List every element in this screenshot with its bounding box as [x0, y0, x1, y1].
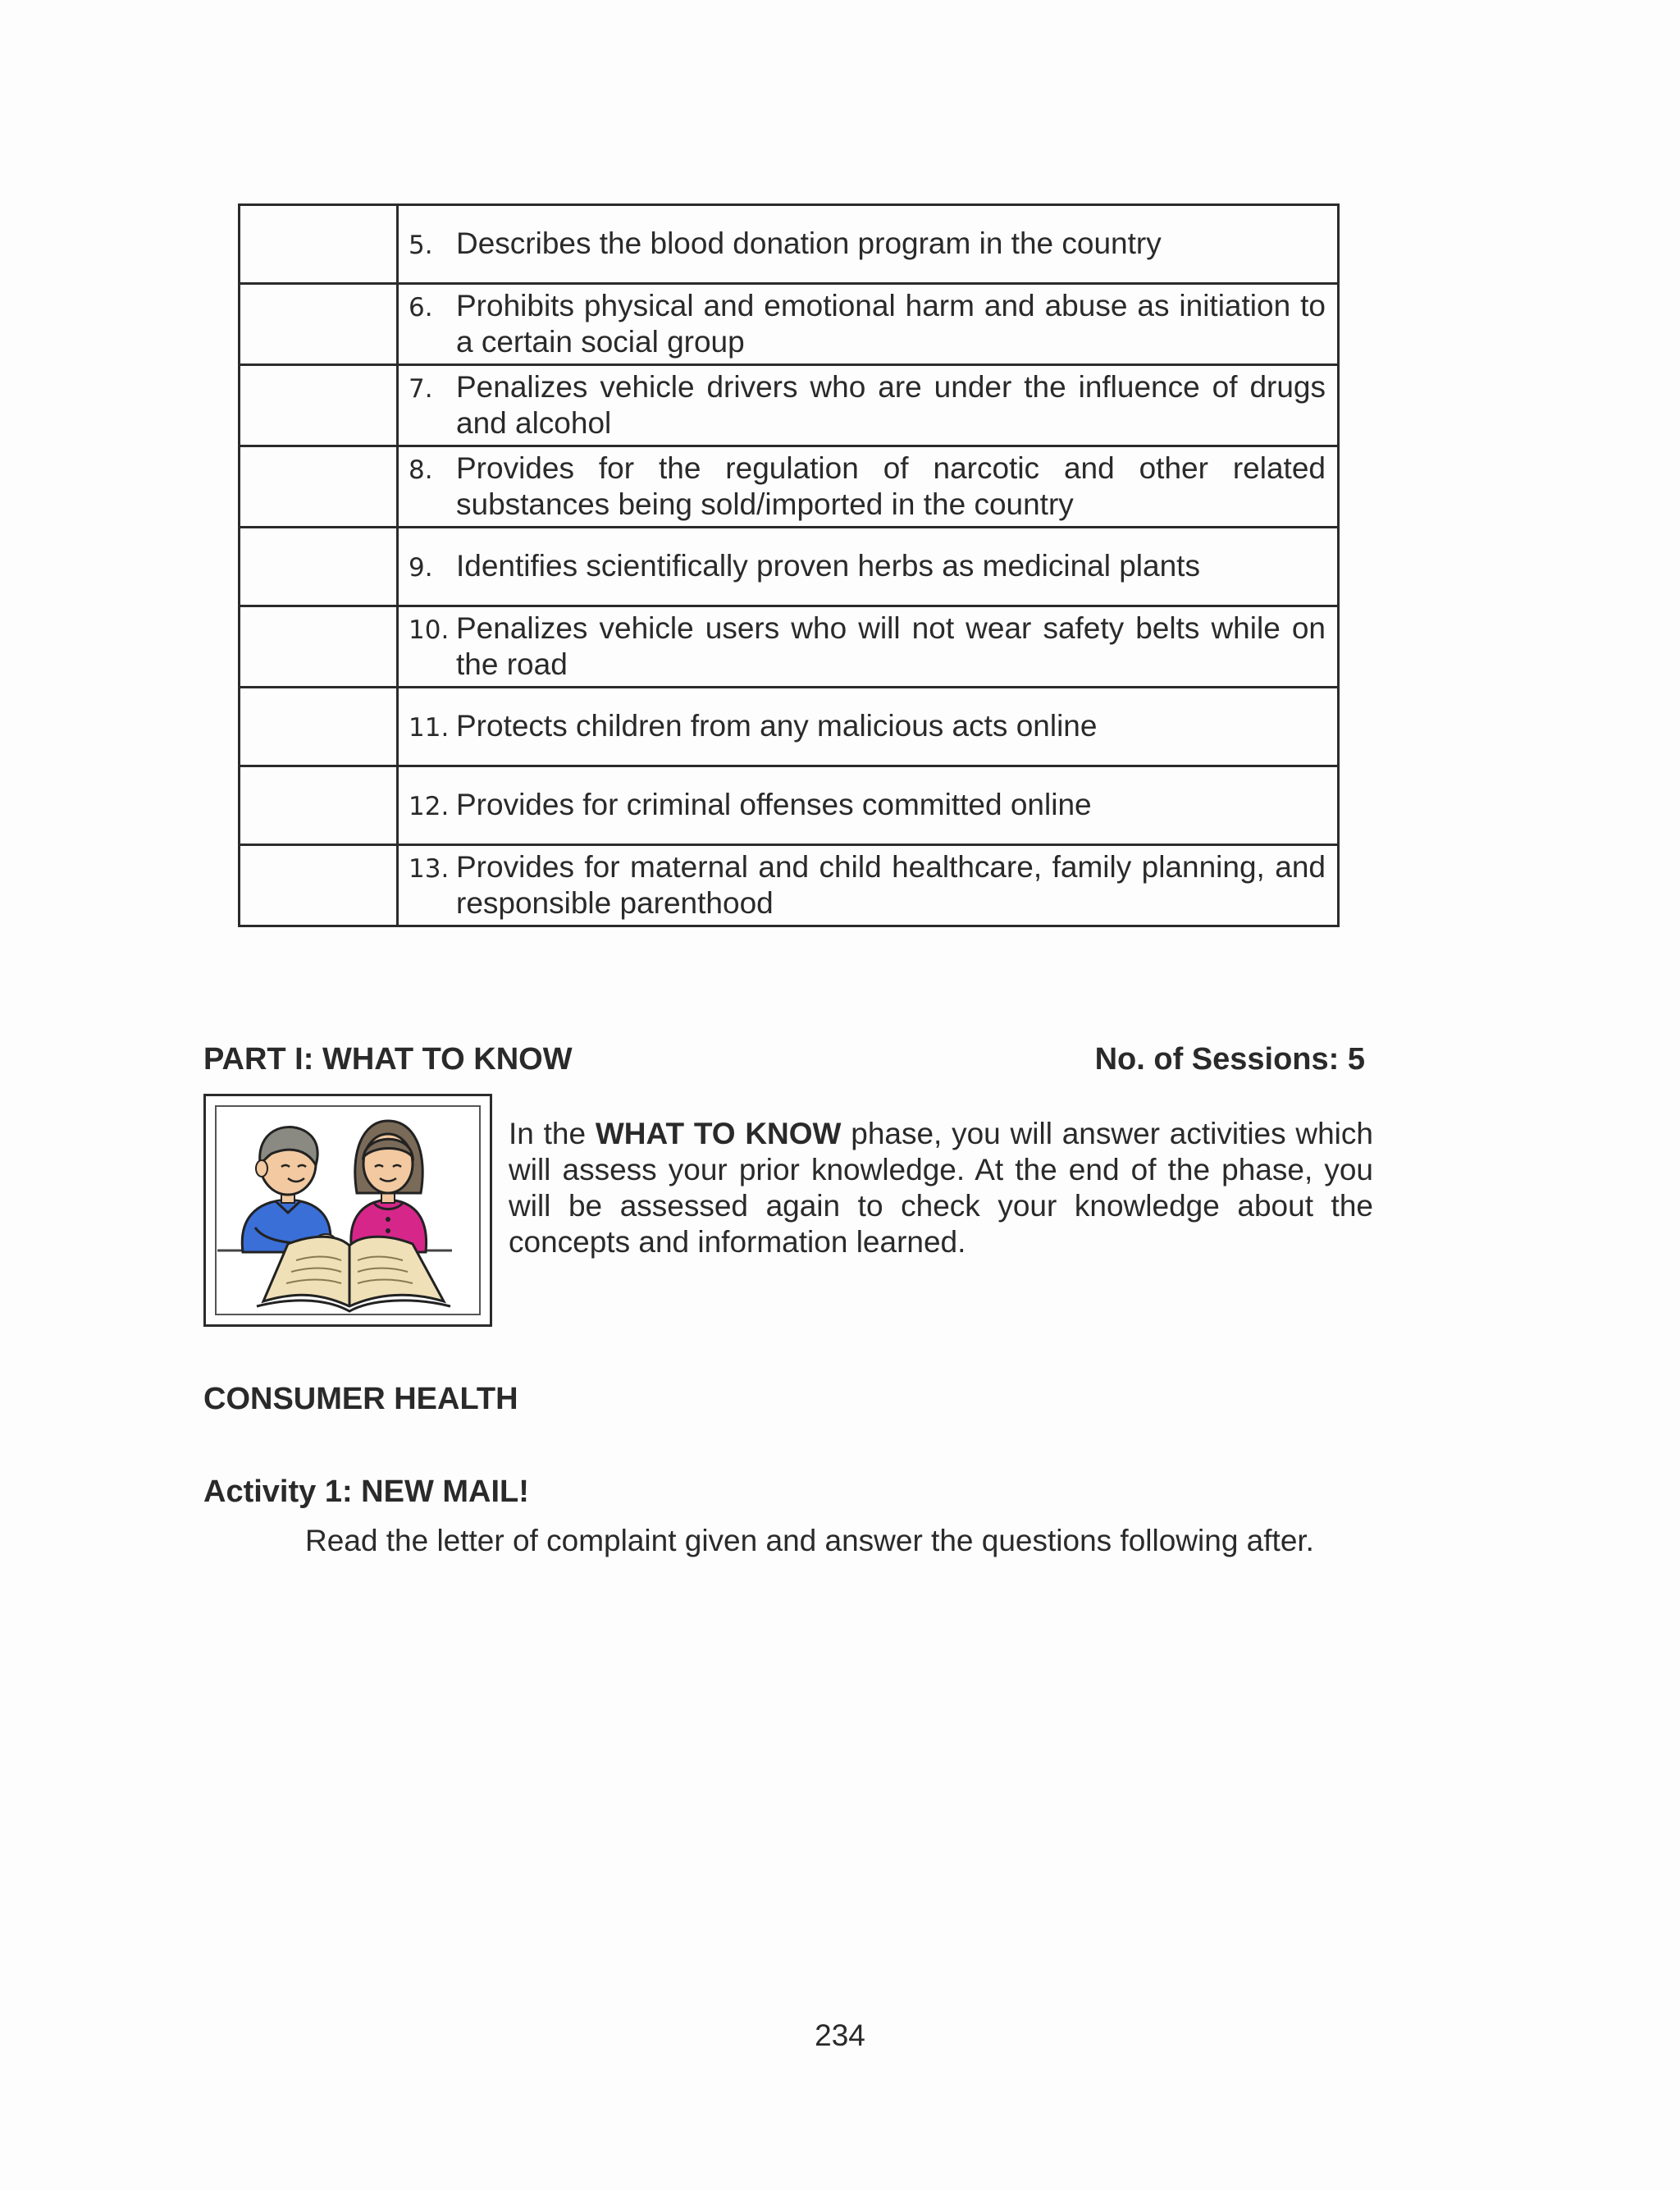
table-row: [240, 845, 1339, 926]
answer-blank-cell[interactable]: [240, 845, 398, 926]
description-cell: [398, 606, 1339, 688]
item-description: Penalizes vehicle users who will not wear safety belts while on the road: [456, 611, 1326, 681]
item-description: Protects children from any malicious acts online: [456, 708, 1098, 743]
table-row: [240, 365, 1339, 446]
item-number: 7.: [409, 374, 433, 404]
intro-text-before: In the: [509, 1117, 596, 1150]
children-reading-illustration: [203, 1094, 492, 1327]
description-cell: [398, 365, 1339, 446]
item-number: 9.: [409, 552, 433, 583]
table-row: [240, 606, 1339, 688]
boy-figure: [242, 1127, 336, 1252]
item-wrap: [399, 285, 1337, 363]
item-number: 12.: [409, 791, 450, 821]
intro-text-bold: WHAT TO KNOW: [595, 1117, 842, 1150]
activity-title: Activity 1: NEW MAIL!: [203, 1474, 529, 1509]
item-wrap: [399, 366, 1337, 445]
item-number: 8.: [409, 455, 433, 485]
item-wrap: [399, 222, 1337, 267]
table-row: [240, 528, 1339, 606]
intro-text-after: phase, you will answer activities which will assess your prior knowledge. At the end of the phase, you will be assessed again to check your knowledge about the concepts and information learned.: [509, 1117, 1373, 1259]
table-row: [240, 688, 1339, 766]
table-row: [240, 446, 1339, 528]
description-cell: [398, 205, 1339, 284]
item-wrap: [399, 607, 1337, 686]
item-wrap: [399, 545, 1337, 589]
answer-blank-cell[interactable]: [240, 446, 398, 528]
description-cell: [398, 528, 1339, 606]
item-number: 6.: [409, 293, 433, 322]
description-cell: [398, 688, 1339, 766]
table-row: [240, 284, 1339, 365]
description-cell: [398, 766, 1339, 845]
item-number: 13.: [409, 854, 450, 884]
answer-blank-cell[interactable]: [240, 528, 398, 606]
item-number: 10.: [409, 615, 450, 645]
item-description: Penalizes vehicle drivers who are under the influence of drugs and alcohol: [456, 370, 1326, 440]
laws-matching-table: [238, 203, 1340, 927]
page-number: 234: [815, 2019, 865, 2052]
intro-paragraph: [509, 1116, 1373, 1260]
answer-blank-cell[interactable]: [240, 766, 398, 845]
sessions-count: No. of Sessions: 5: [1094, 1042, 1365, 1077]
item-description: Provides for criminal offenses committed online: [456, 787, 1092, 821]
description-cell: [398, 845, 1339, 926]
part-title: PART I: WHAT TO KNOW: [203, 1042, 573, 1077]
item-wrap: [399, 784, 1337, 828]
table-row: [240, 205, 1339, 284]
item-description: Identifies scientifically proven herbs as medicinal plants: [456, 548, 1200, 583]
answer-blank-cell[interactable]: [240, 688, 398, 766]
item-description: Provides for the regulation of narcotic and other related substances being sold/imported in the country: [456, 451, 1326, 521]
section-heading: CONSUMER HEALTH: [203, 1382, 518, 1416]
item-number: 5.: [409, 230, 433, 260]
children-reading-image: [206, 1096, 490, 1324]
item-wrap: [399, 846, 1337, 925]
answer-blank-cell[interactable]: [240, 205, 398, 284]
item-wrap: [399, 705, 1337, 749]
item-number: 11.: [409, 712, 450, 743]
description-cell: [398, 446, 1339, 528]
description-cell: [398, 284, 1339, 365]
item-description: Describes the blood donation program in the country: [456, 226, 1162, 260]
answer-blank-cell[interactable]: [240, 606, 398, 688]
table-row: [240, 766, 1339, 845]
answer-blank-cell[interactable]: [240, 365, 398, 446]
item-wrap: [399, 447, 1337, 526]
girl-figure: [351, 1121, 427, 1252]
item-description: Provides for maternal and child healthcare, family planning, and responsible parenthood: [456, 850, 1326, 920]
item-description: Prohibits physical and emotional harm and abuse as initiation to a certain social group: [456, 289, 1326, 359]
answer-blank-cell[interactable]: [240, 284, 398, 365]
activity-instruction: Read the letter of complaint given and answer the questions following after.: [305, 1524, 1314, 1557]
